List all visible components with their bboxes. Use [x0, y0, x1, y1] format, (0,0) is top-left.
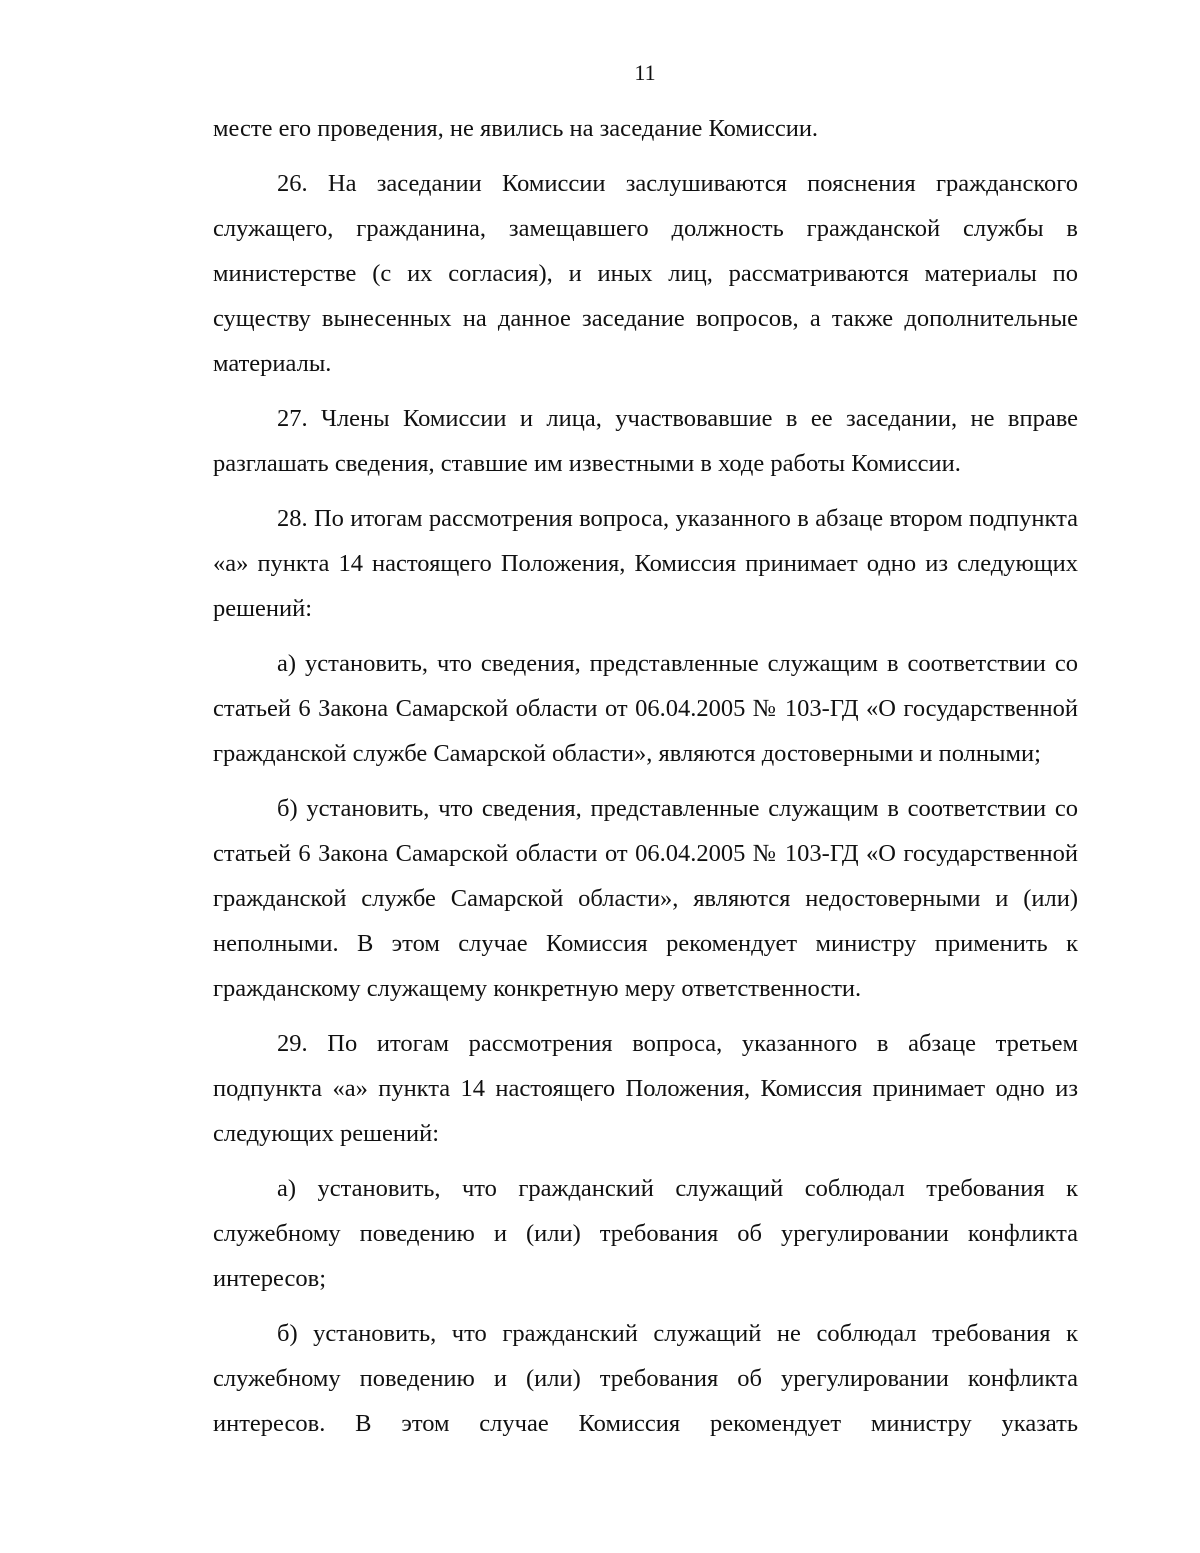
paragraph-continuation: месте его проведения, не явились на заседание Комиссии.: [213, 115, 819, 142]
paragraph-29-a: а) установить, что гражданский служащий соблюдал требования к служебному поведению и (или) требования об урегулировании конфликта интересов;: [213, 1175, 1078, 1292]
page-number: 11: [634, 60, 656, 85]
paragraph-28-a: а) установить, что сведения, представленные служащим в соответствии со статьей 6 Закона Самарской области от 06.04.2005 № 103-ГД «О государственной гражданской службе Самарской области», являются достоверными и полными;: [213, 650, 1078, 767]
paragraph-26: 26. На заседании Комиссии заслушиваются пояснения гражданского служащего, гражданина, замещавшего должность гражданской службы в министерстве (с их согласия), и иных лиц, рассматриваются материалы по существу вынесенных на данное заседание вопросов, а также дополнительные материалы.: [213, 170, 1078, 377]
paragraph-29-b: б) установить, что гражданский служащий не соблюдал требования к служебному поведению и (или) требования об урегулировании конфликта интересов. В этом случае Комиссия рекомендует министру указать: [213, 1320, 1078, 1437]
document-body: [213, 106, 1078, 1446]
paragraph-29: 29. По итогам рассмотрения вопроса, указанного в абзаце третьем подпункта «а» пункта 14 настоящего Положения, Комиссия принимает одно из следующих решений:: [213, 1030, 1078, 1147]
paragraph-27: 27. Члены Комиссии и лица, участвовавшие в ее заседании, не вправе разглашать сведения, ставшие им известными в ходе работы Комиссии.: [213, 405, 1078, 477]
paragraph-28: 28. По итогам рассмотрения вопроса, указанного в абзаце втором подпункта «а» пункта 14 настоящего Положения, Комиссия принимает одно из следующих решений:: [213, 505, 1078, 622]
paragraph-28-b: б) установить, что сведения, представленные служащим в соответствии со статьей 6 Закона Самарской области от 06.04.2005 № 103-ГД «О государственной гражданской службе Самарской области», являются недостоверными и (или) неполными. В этом случае Комиссия рекомендует министру применить к гражданскому служащему конкретную меру ответственности.: [213, 795, 1078, 1002]
